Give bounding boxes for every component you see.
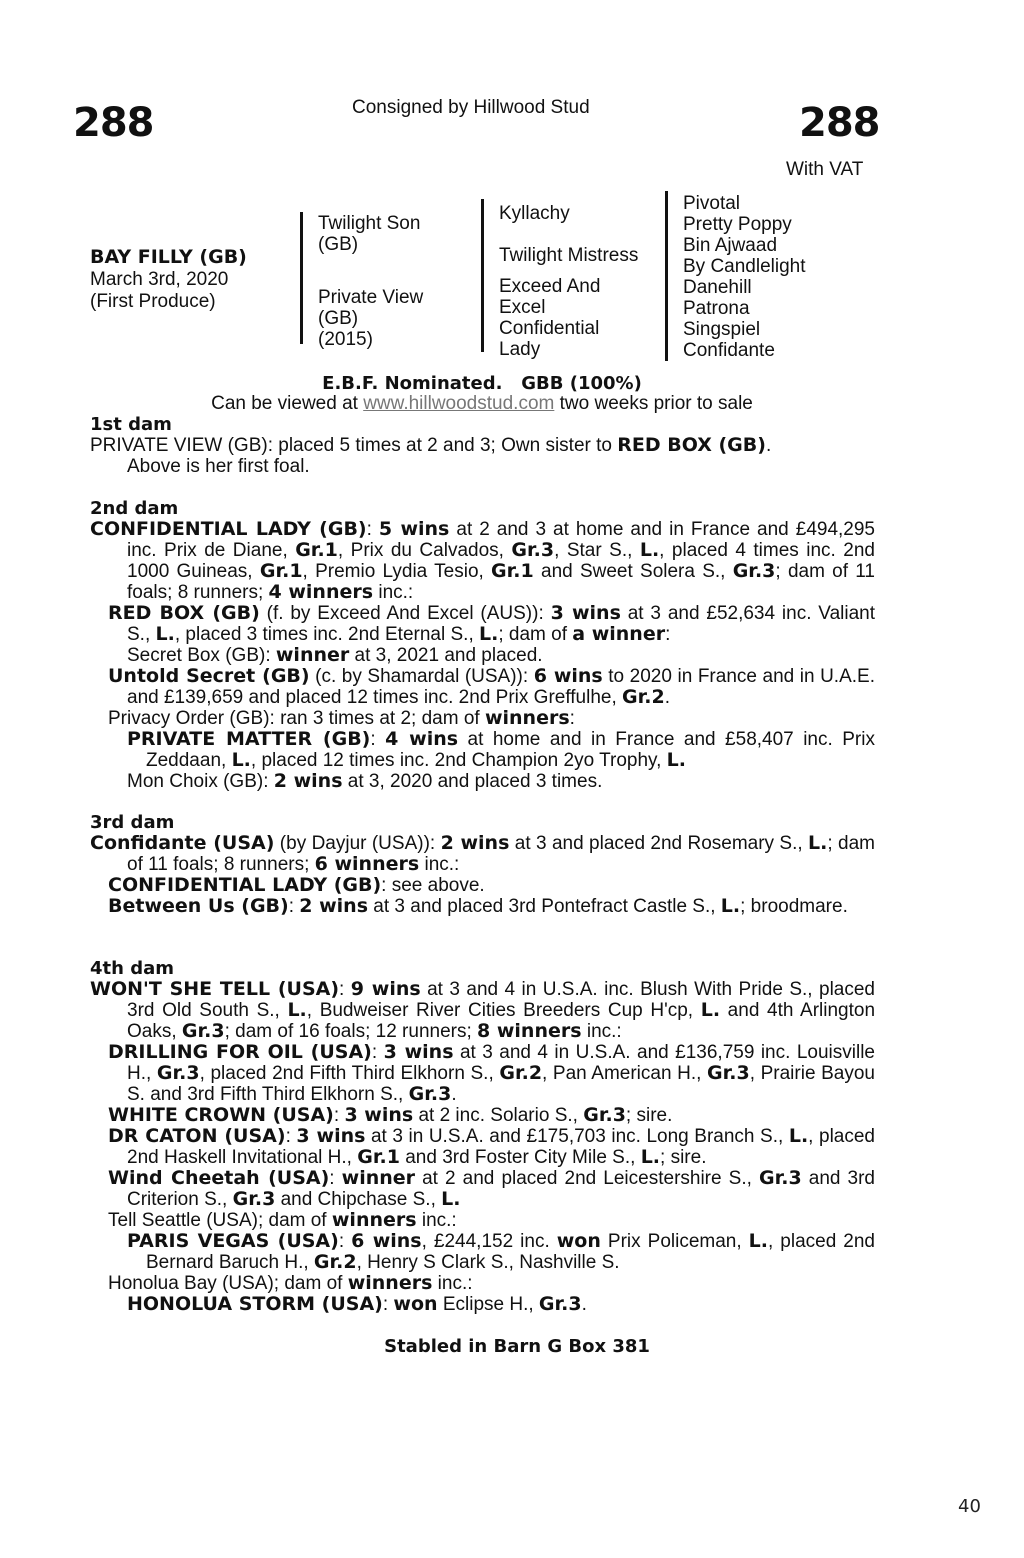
fourth-dam-heading: 4th dam <box>90 958 174 979</box>
sire-line-1: Twilight Son <box>318 213 421 234</box>
dam-dam-line-2: Lady <box>499 339 541 360</box>
g3-line-8: Confidante <box>683 340 775 361</box>
lot-number-right: 288 <box>799 100 880 146</box>
second-dam-entry: CONFIDENTIAL LADY (GB): 5 wins at 2 and 3 at home and in France and £494,295 inc. Prix de Diane, Gr.1, Prix du Calvados, Gr.3, Star S., L., placed 4 times inc. 2nd 1000 Guineas, Gr.1, Premio Lydia Tesio, Gr.1 and Sweet Solera S., Gr.3; dam of 11 foals; 8 runners; 4 winners inc.: <box>90 518 875 603</box>
honolua-bay-entry: Honolua Bay (USA); dam of winners inc.: <box>108 1272 473 1294</box>
viewing-before: Can be viewed at <box>211 393 364 414</box>
fourth-dam-section <box>90 958 875 1315</box>
dam-sire-line-2: Excel <box>499 297 546 318</box>
white-crown-entry: WHITE CROWN (USA): 3 wins at 2 inc. Solario S., Gr.3; sire. <box>108 1104 673 1126</box>
paris-vegas-entry: PARIS VEGAS (USA): 6 wins, £244,152 inc. won Prix Policeman, L., placed 2nd Bernard Baruch H., Gr.2, Henry S Clark S., Nashville S. <box>127 1230 875 1273</box>
first-dam-entry: PRIVATE VIEW (GB): placed 5 times at 2 and 3; Own sister to RED BOX (GB). <box>90 434 772 456</box>
private-matter-entry: PRIVATE MATTER (GB): 4 wins at home and in France and £58,407 inc. Prix Zeddaan, L., placed 12 times inc. 2nd Champion 2yo Trophy, L. <box>127 728 875 771</box>
third-dam-heading: 3rd dam <box>90 812 175 833</box>
g3-line-2: Pretty Poppy <box>683 214 792 235</box>
g3-line-4: By Candlelight <box>683 256 806 277</box>
dam-line-1: Private View <box>318 287 424 308</box>
page-number: 40 <box>958 1496 981 1517</box>
confidential-lady-ref: CONFIDENTIAL LADY (GB): see above. <box>108 874 485 896</box>
stabled-location: Stabled in Barn G Box 381 <box>384 1336 650 1357</box>
second-dam-heading: 2nd dam <box>90 498 179 519</box>
produce-note: (First Produce) <box>90 291 216 312</box>
g3-line-3: Bin Ajwaad <box>683 235 778 256</box>
wind-cheetah-entry: Wind Cheetah (USA): winner at 2 and placed 2nd Leicestershire S., Gr.3 and 3rd Criterion S., Gr.3 and Chipchase S., L. <box>108 1167 875 1210</box>
g3-line-1: Pivotal <box>683 193 741 214</box>
website-link[interactable]: www.hillwoodstud.com <box>363 393 555 414</box>
dam-sire-line-1: Exceed And <box>499 276 601 297</box>
pedigree-bar-1 <box>300 212 303 344</box>
pedigree-sire-dam: Twilight Mistress <box>499 245 639 266</box>
pedigree-third-generation <box>683 193 806 361</box>
horse-description: BAY FILLY (GB) <box>90 246 247 268</box>
pedigree-dam-dam <box>499 318 599 360</box>
second-dam-section <box>90 498 875 792</box>
mon-choix-entry: Mon Choix (GB): 2 wins at 3, 2020 and placed 3 times. <box>127 770 603 792</box>
pedigree-dam-sire <box>499 276 600 318</box>
first-dam-section <box>90 414 875 477</box>
viewing-line <box>0 393 964 415</box>
sire-line-2: (GB) <box>318 234 359 255</box>
foaled-date: March 3rd, 2020 <box>90 269 229 290</box>
first-dam-heading: 1st dam <box>90 414 172 435</box>
dam-line-2: (GB) <box>318 308 359 329</box>
g3-line-7: Singspiel <box>683 319 761 340</box>
horse-description-block <box>90 246 247 313</box>
honolua-storm-entry: HONOLUA STORM (USA): won Eclipse H., Gr.3. <box>127 1293 587 1315</box>
third-dam-section <box>90 812 875 917</box>
pedigree-dam <box>318 287 423 350</box>
pedigree-sire <box>318 213 420 255</box>
nomination: E.B.F. Nominated. GBB (100%) <box>322 373 642 394</box>
lot-number-left: 288 <box>73 100 154 146</box>
third-dam-entry: Confidante (USA) (by Dayjur (USA)): 2 wins at 3 and placed 2nd Rosemary S., L.; dam of 11 foals; 8 runners; 6 winners inc.: <box>90 832 875 875</box>
dam-dam-line-1: Confidential <box>499 318 600 339</box>
g3-line-6: Patrona <box>683 298 750 319</box>
pedigree-bar-3 <box>665 191 668 361</box>
between-us-entry: Between Us (GB): 2 wins at 3 and placed 3rd Pontefract Castle S., L.; broodmare. <box>108 895 848 917</box>
g3-line-5: Danehill <box>683 277 752 298</box>
pedigree-bar-2 <box>481 199 484 352</box>
untold-secret-entry: Untold Secret (GB) (c. by Shamardal (USA)): 6 wins to 2020 in France and in U.A.E. and £139,659 and placed 12 times inc. 2nd Prix Greffulhe, Gr.2. <box>108 665 875 708</box>
fourth-dam-entry: WON'T SHE TELL (USA): 9 wins at 3 and 4 in U.S.A. inc. Blush With Pride S., placed 3rd Old South S., L., Budweiser River Cities Breeders Cup H'cp, L. and 4th Arlington Oaks, Gr.3; dam of 16 foals; 12 runners; 8 winners inc.: <box>90 978 876 1042</box>
vat-note: With VAT <box>786 159 864 180</box>
tell-seattle-entry: Tell Seattle (USA); dam of winners inc.: <box>108 1209 457 1231</box>
viewing-after: two weeks prior to sale <box>554 393 753 414</box>
dr-caton-entry: DR CATON (USA): 3 wins at 3 in U.S.A. and £175,703 inc. Long Branch S., L., placed 2nd Haskell Invitational H., Gr.1 and 3rd Foster City Mile S., L.; sire. <box>108 1125 875 1168</box>
secret-box-entry: Secret Box (GB): winner at 3, 2021 and placed. <box>127 644 543 666</box>
red-box-entry: RED BOX (GB) (f. by Exceed And Excel (AUS)): 3 wins at 3 and £52,634 inc. Valiant S., L., placed 3 times inc. 2nd Eternal S., L.; dam of a winner: <box>108 602 875 645</box>
consignor: Consigned by Hillwood Stud <box>352 97 590 118</box>
first-dam-note: Above is her first foal. <box>127 456 310 477</box>
privacy-order-entry: Privacy Order (GB): ran 3 times at 2; dam of winners: <box>108 707 575 729</box>
dam-line-3: (2015) <box>318 329 373 350</box>
drilling-for-oil-entry: DRILLING FOR OIL (USA): 3 wins at 3 and 4 in U.S.A. and £136,759 inc. Louisville H., Gr.3, placed 2nd Fifth Third Elkhorn S., Gr.2, Pan American H., Gr.3, Prairie Bayou S. and 3rd Fifth Third Elkhorn S., Gr.3. <box>108 1041 875 1105</box>
pedigree-sire-sire: Kyllachy <box>499 203 570 224</box>
